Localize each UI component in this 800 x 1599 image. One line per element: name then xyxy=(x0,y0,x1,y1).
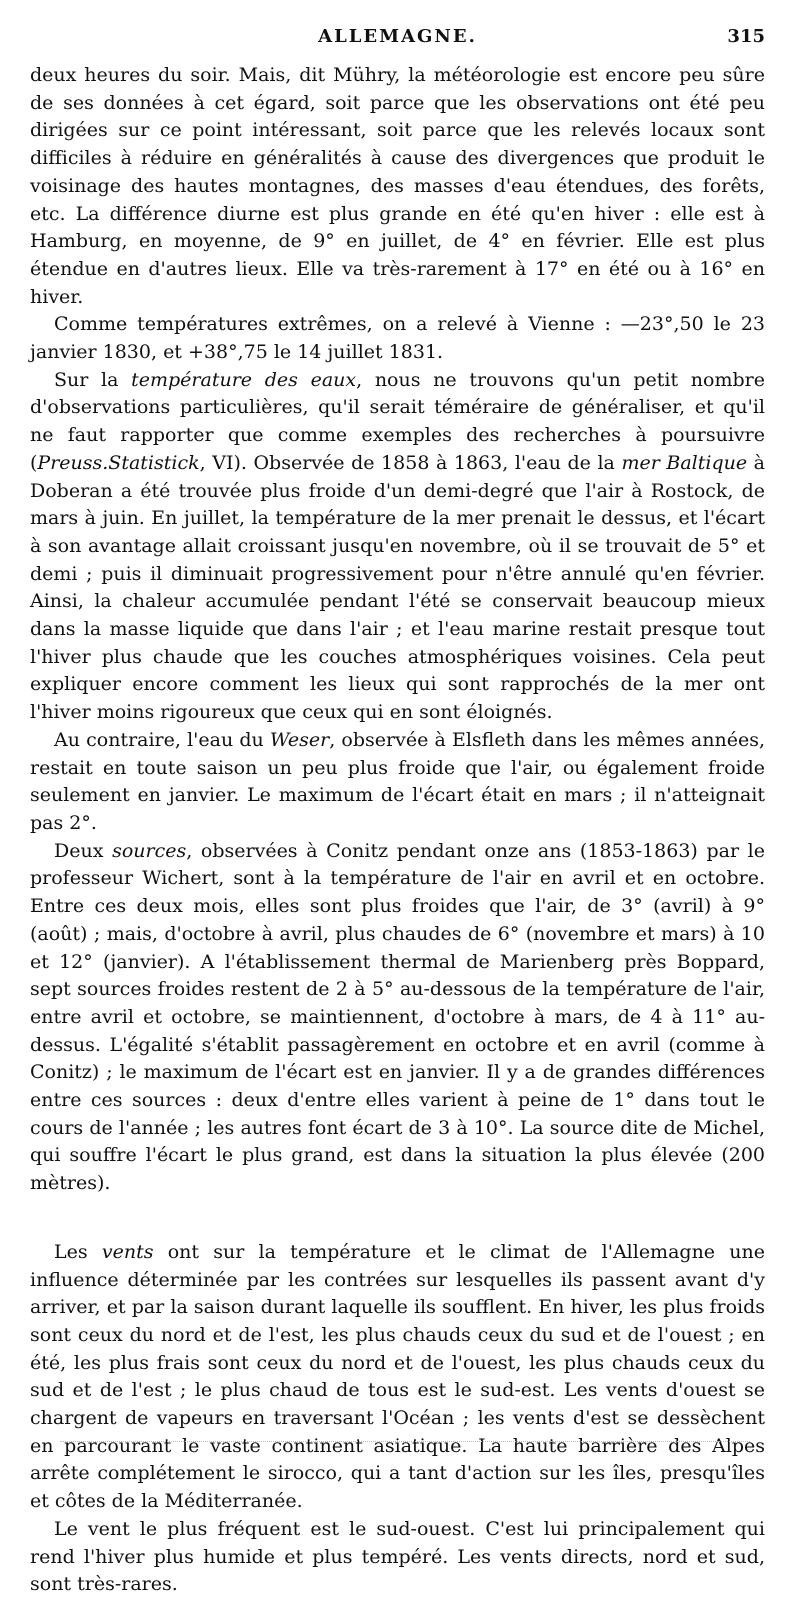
paragraph xyxy=(30,311,765,366)
text-segment: Au contraire, l'eau du xyxy=(54,728,270,751)
paragraph xyxy=(30,727,765,838)
italic-term: Weser xyxy=(269,728,330,751)
paragraph xyxy=(30,1239,765,1516)
text-segment: Le vent le plus fréquent est le sud-ouest. C'est lui principalement qui rend l'hiver plus humide et plus tempéré. Les vents directs, nord et sud, sont très-rares. xyxy=(30,1517,765,1596)
book-page xyxy=(30,26,765,1599)
paragraph xyxy=(30,62,765,311)
running-title: ALLEMAGNE. xyxy=(318,26,477,47)
body-text xyxy=(30,62,765,1599)
text-segment: ont sur la température et le climat de l'Allemagne une influence déterminée par les contrées sur lesquelles ils passent avant d'y arriver, et par la saison durant laquelle ils soufflent. En hiver, les plus froids sont ceux du nord et de l'est, les plus chauds ceux du sud et de l'ouest ; en été, les plus frais sont ceux du nord et de l'ouest, les plus chauds ceux du sud et de l'est ; le plus chaud de tous est le sud-est. Les vents d'ouest se chargent de vapeurs en traversant l'Océan ; les vents d'est se dessèchent en parcourant le vaste continent asiatique. La haute barrière des Alpes arrête complétement le sirocco, qui a tant d'action sur les îles, presqu'îles et côtes de la Méditerranée. xyxy=(30,1240,765,1513)
paragraph xyxy=(30,1516,765,1599)
text-segment: , observée à Elsfleth dans les mêmes années, restait en toute saison un peu plus froide que l'air, ou également froide seulement en janvier. Le maximum de l'écart était en mars ; il n'atteignait pas 2°. xyxy=(30,728,766,834)
italic-term: vents xyxy=(101,1240,154,1263)
footer-rule xyxy=(60,1441,750,1442)
text-segment: , VI). Observée de 1858 à 1863, l'eau de la xyxy=(199,451,622,474)
italic-term: sources xyxy=(112,839,187,862)
text-segment: Les xyxy=(54,1240,102,1263)
italic-term: mer Baltique xyxy=(621,451,748,474)
text-segment: , observées à Conitz pendant onze ans (1853-1863) par le professeur Wichert, sont à la température de l'air en avril et en octobre. Entre ces deux mois, elles sont plus froides que l'air, de 3° (avril) à 9° (août) ; mais, d'octobre à avril, plus chaudes de 6° (novembre et mars) à 10 et 12° (janvier). A l'établissement thermal de Marienberg près Boppard, sept sources froides restent de 2 à 5° au-dessous de la température de l'air, entre avril et octobre, se maintiennent, d'octobre à mars, de 4 à 11° au-dessus. L'égalité s'établit passagèrement en octobre et en avril (comme à Conitz) ; le maximum de l'écart est en janvier. Il y a de grandes différences entre ces sources : deux d'entre elles varient à peine de 1° dans tout le cours de l'année ; les autres font écart de 3 à 10°. La source dite de Michel, qui souffre l'écart le plus grand, est dans la situation la plus élevée (200 mètres). xyxy=(30,839,765,1195)
text-segment: deux heures du soir. Mais, dit Mühry, la météorologie est encore peu sûre de ses données à cet égard, soit parce que les observations ont été peu dirigées sur ce point intéressant, soit parce que les relevés locaux sont difficiles à réduire en généralités à cause des divergences que produit le voisinage des hautes montagnes, des masses d'eau étendues, des forêts, etc. La différence diurne est plus grande en été qu'en hiver : elle est à Hamburg, en moyenne, de 9° en juillet, de 4° en février. Elle est plus étendue en d'autres lieux. Elle va très-rarement à 17° en été ou à 16° en hiver. xyxy=(30,64,765,308)
text-segment: Sur la xyxy=(54,368,132,391)
italic-term: Preuss.Statistick xyxy=(37,451,200,474)
paragraph xyxy=(30,838,765,1198)
text-segment: , nous ne trouvons qu'un petit nombre d'observations particulières, qu'il serait téméraire de généraliser, et qu'il ne faut rapporter que comme exemples des recherches à poursuivre ( xyxy=(30,368,765,474)
text-segment: à Doberan a été trouvée plus froide d'un demi-degré que l'air à Rostock, de mars à juin. En juillet, la température de la mer prenait le dessus, et l'écart à son avantage allait croissant jusqu'en novembre, où il se trouvait de 5° et demi ; puis il diminuait progressivement pour n'être annulé qu'en février. Ainsi, la chaleur accumulée pendant l'été se conservait beaucoup mieux dans la masse liquide que dans l'air ; et l'eau marine restait presque tout l'hiver plus chaude que les couches atmosphériques voisines. Cela peut expliquer encore comment les lieux qui sont rapprochés de la mer ont l'hiver moins rigoureux que ceux qui en sont éloignés. xyxy=(30,451,765,724)
text-segment: Deux xyxy=(54,839,113,862)
paragraph xyxy=(30,367,765,727)
text-segment: Comme températures extrêmes, on a relevé à Vienne : —23°,50 le 23 janvier 1830, et +38°,75 le 14 juillet 1831. xyxy=(30,313,765,364)
italic-term: température des eaux xyxy=(131,368,357,391)
page-header xyxy=(30,26,765,56)
page-number: 315 xyxy=(727,26,765,47)
